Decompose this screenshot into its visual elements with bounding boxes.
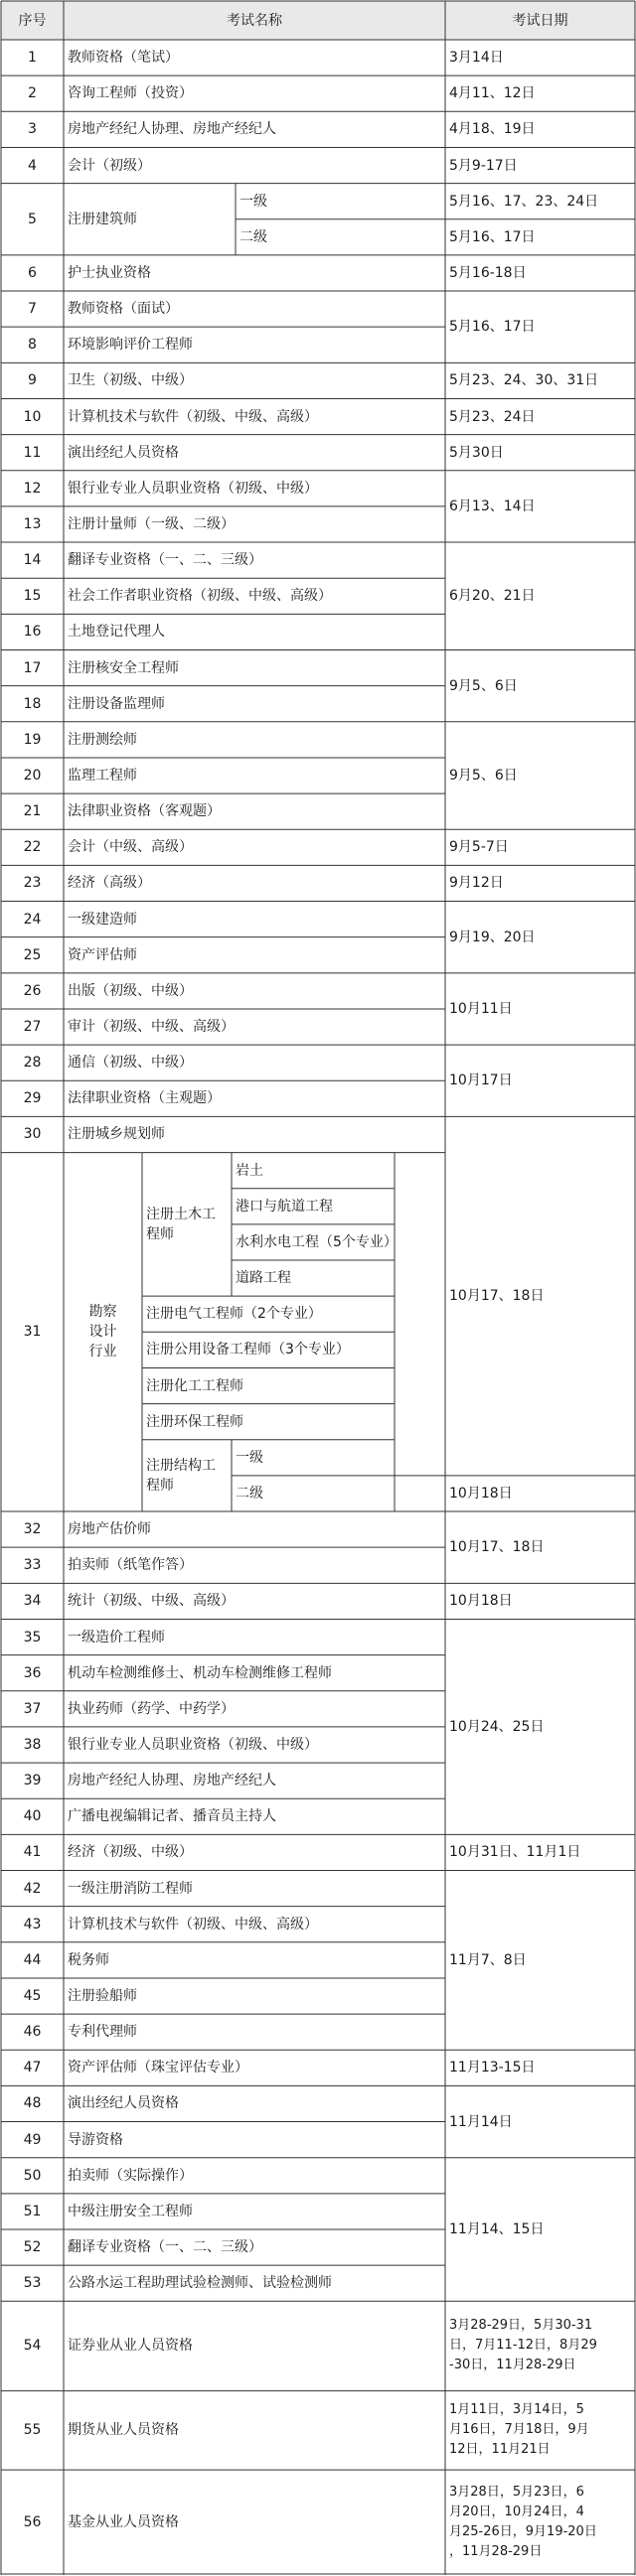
exam-date-merged: 11月7、8日 bbox=[449, 1951, 527, 1968]
exam-date-merged: 11月14日 bbox=[449, 2113, 513, 2130]
exam-name: 出版（初级、中级） bbox=[68, 982, 193, 999]
exam-name: 注册环保工程师 bbox=[146, 1413, 243, 1430]
exam-date-merged: 6月20、21日 bbox=[449, 588, 536, 605]
row-no: 30 bbox=[23, 1126, 42, 1143]
exam-date-merged: 10月17日 bbox=[449, 1073, 513, 1089]
exam-name: 注册城乡规划师 bbox=[68, 1126, 165, 1143]
exam-name: 土地登记代理人 bbox=[68, 624, 165, 641]
row-no: 31 bbox=[23, 1324, 42, 1341]
exam-name: 社会工作者职业资格（初级、中级、高级） bbox=[68, 588, 332, 605]
exam-sub-item: 岩土 bbox=[236, 1162, 263, 1179]
exam-name: 注册建筑师 bbox=[68, 211, 137, 227]
row-no: 5 bbox=[28, 211, 37, 227]
exam-date: 5月16-18日 bbox=[449, 264, 527, 281]
row-no: 11 bbox=[23, 444, 42, 461]
exam-date: 3月28-29日，5月30-31 日，7月11-12日，8月29 -30日，11月28-29日 bbox=[449, 2318, 597, 2373]
row-no: 13 bbox=[23, 515, 42, 532]
exam-date-merged: 5月16、17日 bbox=[449, 319, 536, 336]
exam-date-merged: 10月24、25日 bbox=[449, 1718, 545, 1735]
exam-sub-item: 水利水电工程（5个专业） bbox=[236, 1233, 398, 1250]
exam-date: 10月18日 bbox=[449, 1485, 513, 1502]
exam-name: 经济（高级） bbox=[68, 875, 151, 892]
exam-date: 5月23、24日 bbox=[449, 408, 536, 425]
row-no: 39 bbox=[23, 1773, 42, 1789]
exam-name: 银行业专业人员职业资格（初级、中级） bbox=[68, 1736, 318, 1753]
exam-date: 10月31日、11月1日 bbox=[449, 1844, 581, 1861]
exam-name: 导游资格 bbox=[68, 2131, 123, 2148]
row-no: 2 bbox=[28, 85, 37, 102]
row-no: 28 bbox=[23, 1055, 42, 1072]
exam-name: 广播电视编辑记者、播音员主持人 bbox=[68, 1808, 276, 1825]
exam-name: 注册土木工 程师 bbox=[146, 1206, 216, 1242]
exam-name: 机动车检测维修士、机动车检测维修工程师 bbox=[68, 1664, 332, 1681]
row-no: 15 bbox=[23, 588, 42, 605]
exam-sub-level: 一级 bbox=[239, 193, 267, 210]
row-no: 20 bbox=[23, 768, 42, 784]
row-no: 18 bbox=[23, 695, 42, 712]
row-no: 41 bbox=[23, 1844, 42, 1861]
exam-name: 经济（初级、中级） bbox=[68, 1844, 193, 1861]
row-no: 25 bbox=[23, 946, 42, 963]
exam-name: 注册核安全工程师 bbox=[68, 659, 179, 676]
exam-name: 公路水运工程助理试验检测师、试验检测师 bbox=[68, 2275, 332, 2292]
exam-date: 3月28日，5月23日，6 月20日，10月24日，4 月25-26日，9月19-20日 ，11月28-29日 bbox=[449, 2484, 597, 2559]
exam-date-merged: 9月19、20日 bbox=[449, 929, 536, 945]
exam-name: 专利代理师 bbox=[68, 2024, 137, 2041]
exam-name: 注册电气工程师（2个专业） bbox=[146, 1306, 322, 1323]
row-no: 53 bbox=[23, 2275, 42, 2292]
exam-sub-item: 道路工程 bbox=[236, 1270, 291, 1287]
exam-name: 法律职业资格（客观题） bbox=[68, 803, 221, 820]
row-no: 33 bbox=[23, 1557, 42, 1574]
row-no: 40 bbox=[23, 1808, 42, 1825]
row-no: 4 bbox=[28, 157, 37, 174]
exam-name: 统计（初级、中级、高级） bbox=[68, 1593, 235, 1610]
row-no: 22 bbox=[23, 839, 42, 856]
row-no: 50 bbox=[23, 2167, 42, 2184]
exam-date: 5月16、17日 bbox=[449, 228, 536, 245]
exam-name: 审计（初级、中级、高级） bbox=[68, 1019, 235, 1036]
row-no: 21 bbox=[23, 803, 42, 820]
exam-name: 注册设备监理师 bbox=[68, 695, 165, 712]
exam-sub-level: 二级 bbox=[239, 228, 267, 245]
row-no: 54 bbox=[23, 2338, 42, 2355]
row-no: 35 bbox=[23, 1629, 42, 1646]
exam-name: 执业药师（药学、中药学） bbox=[68, 1700, 235, 1717]
header-no: 序号 bbox=[18, 12, 47, 29]
exam-date: 4月11、12日 bbox=[449, 85, 536, 102]
row-no: 47 bbox=[23, 2060, 42, 2076]
row-no: 46 bbox=[23, 2024, 42, 2041]
exam-name: 房地产经纪人协理、房地产经纪人 bbox=[68, 1773, 276, 1789]
exam-date: 5月23、24、30、31日 bbox=[449, 372, 599, 389]
exam-date: 1月11日，3月14日，5 月16日，7月18日，9月 12日，11月21日 bbox=[449, 2402, 589, 2458]
exam-date: 3月14日 bbox=[449, 50, 504, 67]
exam-name: 注册结构工 程师 bbox=[146, 1457, 216, 1494]
exam-name: 拍卖师（实际操作） bbox=[68, 2167, 193, 2184]
row-no: 43 bbox=[23, 1916, 42, 1932]
exam-name: 注册验船师 bbox=[68, 1988, 137, 2005]
row-no: 56 bbox=[23, 2513, 42, 2530]
row-no: 36 bbox=[23, 1664, 42, 1681]
row-no: 17 bbox=[23, 659, 42, 676]
exam-name: 注册化工工程师 bbox=[146, 1377, 243, 1394]
row-no: 52 bbox=[23, 2239, 42, 2256]
row-no: 34 bbox=[23, 1593, 42, 1610]
exam-name: 护士执业资格 bbox=[68, 264, 151, 281]
row-no: 8 bbox=[28, 337, 37, 354]
row-no: 55 bbox=[23, 2422, 42, 2439]
row-no: 12 bbox=[23, 480, 42, 497]
row-no: 1 bbox=[28, 50, 37, 67]
row-no: 37 bbox=[23, 1700, 42, 1717]
exam-name: 一级注册消防工程师 bbox=[68, 1880, 193, 1897]
exam-name: 拍卖师（纸笔作答） bbox=[68, 1557, 193, 1574]
exam-name: 演出经纪人员资格 bbox=[68, 444, 179, 461]
row-no: 51 bbox=[23, 2203, 42, 2219]
header-date: 考试日期 bbox=[512, 12, 568, 29]
exam-name: 注册公用设备工程师（3个专业） bbox=[146, 1342, 350, 1359]
row-no: 24 bbox=[23, 911, 42, 928]
row-no: 7 bbox=[28, 301, 37, 318]
exam-sub-item: 一级 bbox=[236, 1449, 263, 1466]
exam-name: 注册测绘师 bbox=[68, 731, 137, 748]
exam-sub-item: 港口与航道工程 bbox=[236, 1198, 333, 1215]
row-no: 10 bbox=[23, 408, 42, 425]
exam-name: 税务师 bbox=[68, 1951, 109, 1968]
exam-name: 环境影响评价工程师 bbox=[68, 337, 193, 354]
exam-name: 会计（中级、高级） bbox=[68, 839, 193, 856]
row-no: 14 bbox=[23, 552, 42, 569]
row-no: 16 bbox=[23, 624, 42, 641]
exam-name: 房地产经纪人协理、房地产经纪人 bbox=[68, 121, 276, 138]
exam-name: 注册计量师（一级、二级） bbox=[68, 515, 235, 532]
row-no: 9 bbox=[28, 372, 37, 389]
row-no: 23 bbox=[23, 875, 42, 892]
exam-name: 翻译专业资格（一、二、三级） bbox=[68, 2239, 262, 2256]
exam-name: 计算机技术与软件（初级、中级、高级） bbox=[68, 1916, 318, 1932]
header-name: 考试名称 bbox=[227, 12, 282, 29]
exam-name: 基金从业人员资格 bbox=[68, 2513, 179, 2530]
exam-date: 9月12日 bbox=[449, 875, 504, 892]
exam-name: 法律职业资格（主观题） bbox=[68, 1090, 221, 1107]
row-no: 6 bbox=[28, 264, 37, 281]
row-no: 19 bbox=[23, 731, 42, 748]
exam-name: 一级建造师 bbox=[68, 911, 137, 928]
exam-name: 一级造价工程师 bbox=[68, 1629, 165, 1646]
exam-date-merged: 9月5、6日 bbox=[449, 768, 518, 785]
exam-date: 10月18日 bbox=[449, 1593, 513, 1610]
exam-name: 演出经纪人员资格 bbox=[68, 2095, 179, 2112]
exam-date-merged: 10月17、18日 bbox=[449, 1539, 545, 1556]
exam-name: 资产评估师 bbox=[68, 946, 137, 963]
exam-date-merged: 10月11日 bbox=[449, 1000, 513, 1017]
exam-category-label: 勘察 设计 行业 bbox=[88, 1304, 117, 1360]
exam-name: 期货从业人员资格 bbox=[68, 2422, 179, 2439]
row-no: 32 bbox=[23, 1521, 42, 1538]
row-no: 44 bbox=[23, 1951, 42, 1968]
exam-name: 计算机技术与软件（初级、中级、高级） bbox=[68, 408, 318, 425]
exam-date-merged: 11月14、15日 bbox=[449, 2220, 545, 2237]
exam-date-merged: 9月5、6日 bbox=[449, 677, 518, 694]
row-no: 42 bbox=[23, 1880, 42, 1897]
exam-date: 5月16、17、23、24日 bbox=[449, 193, 599, 210]
exam-name: 会计（初级） bbox=[68, 157, 151, 174]
row-no: 27 bbox=[23, 1019, 42, 1036]
exam-sub-item: 二级 bbox=[236, 1485, 263, 1502]
row-no: 49 bbox=[23, 2131, 42, 2148]
exam-date-merged: 6月13、14日 bbox=[449, 498, 536, 514]
row-no: 29 bbox=[23, 1090, 42, 1107]
exam-name: 翻译专业资格（一、二、三级） bbox=[68, 552, 262, 569]
exam-name: 证券业从业人员资格 bbox=[68, 2338, 193, 2355]
exam-name: 通信（初级、中级） bbox=[68, 1055, 193, 1072]
exam-name: 中级注册安全工程师 bbox=[68, 2203, 193, 2219]
exam-name: 咨询工程师（投资） bbox=[68, 85, 193, 102]
exam-name: 卫生（初级、中级） bbox=[68, 372, 193, 389]
row-no: 48 bbox=[23, 2095, 42, 2112]
exam-name: 房地产估价师 bbox=[68, 1521, 151, 1538]
exam-date-merged: 10月17、18日 bbox=[449, 1288, 545, 1305]
exam-name: 银行业专业人员职业资格（初级、中级） bbox=[68, 480, 318, 497]
exam-name: 教师资格（面试） bbox=[68, 301, 179, 318]
exam-date: 4月18、19日 bbox=[449, 121, 536, 138]
exam-date: 11月13-15日 bbox=[449, 2060, 536, 2076]
exam-name: 教师资格（笔试） bbox=[68, 50, 179, 67]
exam-date: 5月9-17日 bbox=[449, 157, 518, 174]
row-no: 38 bbox=[23, 1736, 42, 1753]
row-no: 3 bbox=[28, 121, 37, 138]
row-no: 45 bbox=[23, 1988, 42, 2005]
exam-date: 9月5-7日 bbox=[449, 839, 509, 856]
row-no: 26 bbox=[23, 982, 42, 999]
exam-name: 资产评估师（珠宝评估专业） bbox=[68, 2060, 248, 2076]
exam-date: 5月30日 bbox=[449, 444, 504, 461]
exam-name: 监理工程师 bbox=[68, 768, 137, 784]
